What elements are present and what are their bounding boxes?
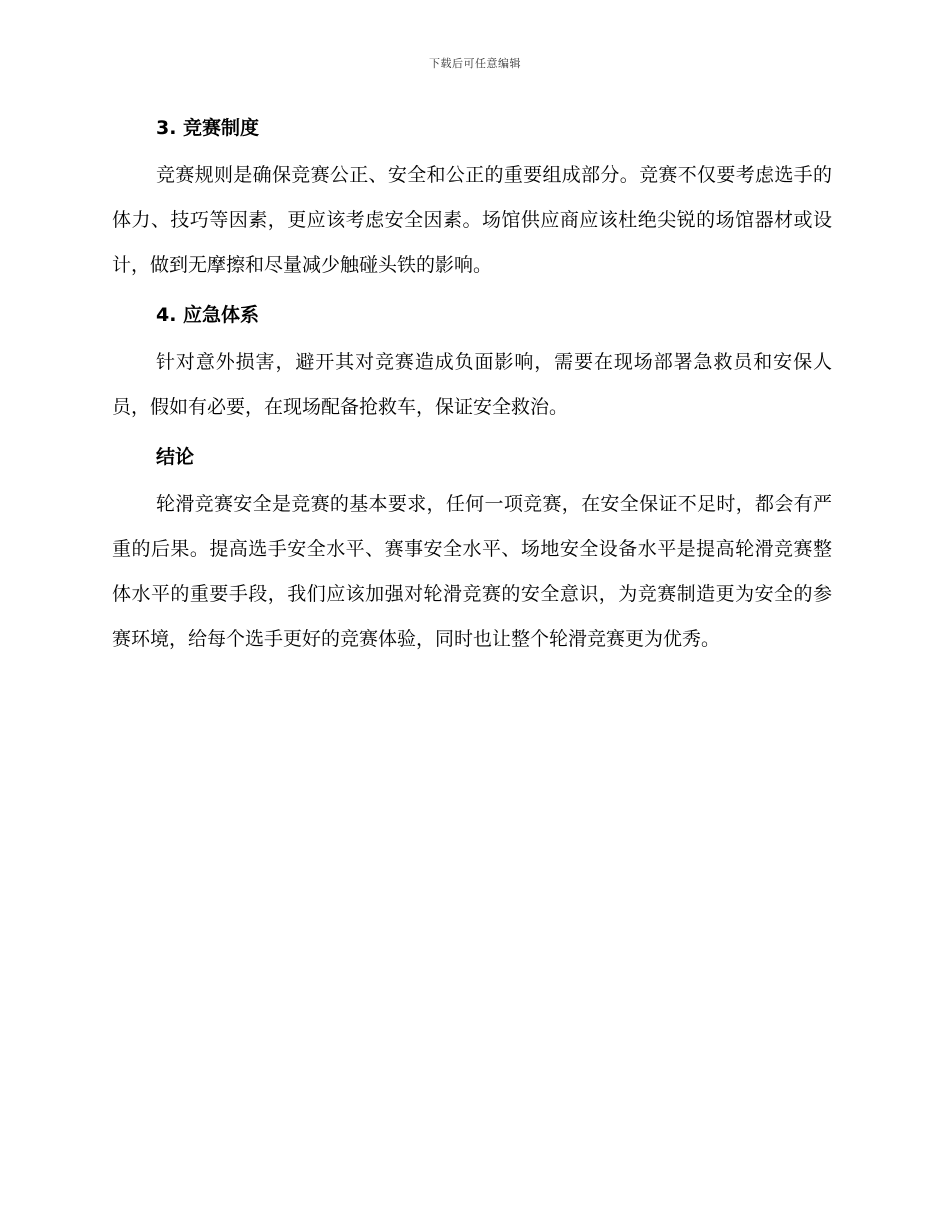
document-body bbox=[112, 112, 832, 662]
section-heading-competition-system: 3. 竞赛制度 bbox=[156, 117, 260, 139]
section-heading-emergency-system: 4. 应急体系 bbox=[156, 304, 260, 326]
section-paragraph-competition-system: 竞赛规则是确保竞赛公正、安全和公正的重要组成部分。竞赛不仅要考虑选手的体力、技巧等因素，更应该考虑安全因素。场馆供应商应该杜绝尖锐的场馆器材或设计，做到无摩擦和尽量减少触碰头铁的影响。 bbox=[112, 164, 832, 276]
section-heading-conclusion: 结论 bbox=[156, 446, 195, 468]
page-header-note: 下载后可任意编辑 bbox=[429, 57, 521, 70]
section-paragraph-conclusion: 轮滑竞赛安全是竞赛的基本要求，任何一项竞赛，在安全保证不足时，都会有严重的后果。提高选手安全水平、赛事安全水平、场地安全设备水平是提高轮滑竞赛整体水平的重要手段，我们应该加强对轮滑竞赛的安全意识，为竞赛制造更为安全的参赛环境，给每个选手更好的竞赛体验，同时也让整个轮滑竞赛更为优秀。 bbox=[112, 493, 832, 650]
section-paragraph-emergency-system: 针对意外损害，避开其对竞赛造成负面影响，需要在现场部署急救员和安保人员，假如有必要，在现场配备抢救车，保证安全救治。 bbox=[112, 351, 832, 418]
